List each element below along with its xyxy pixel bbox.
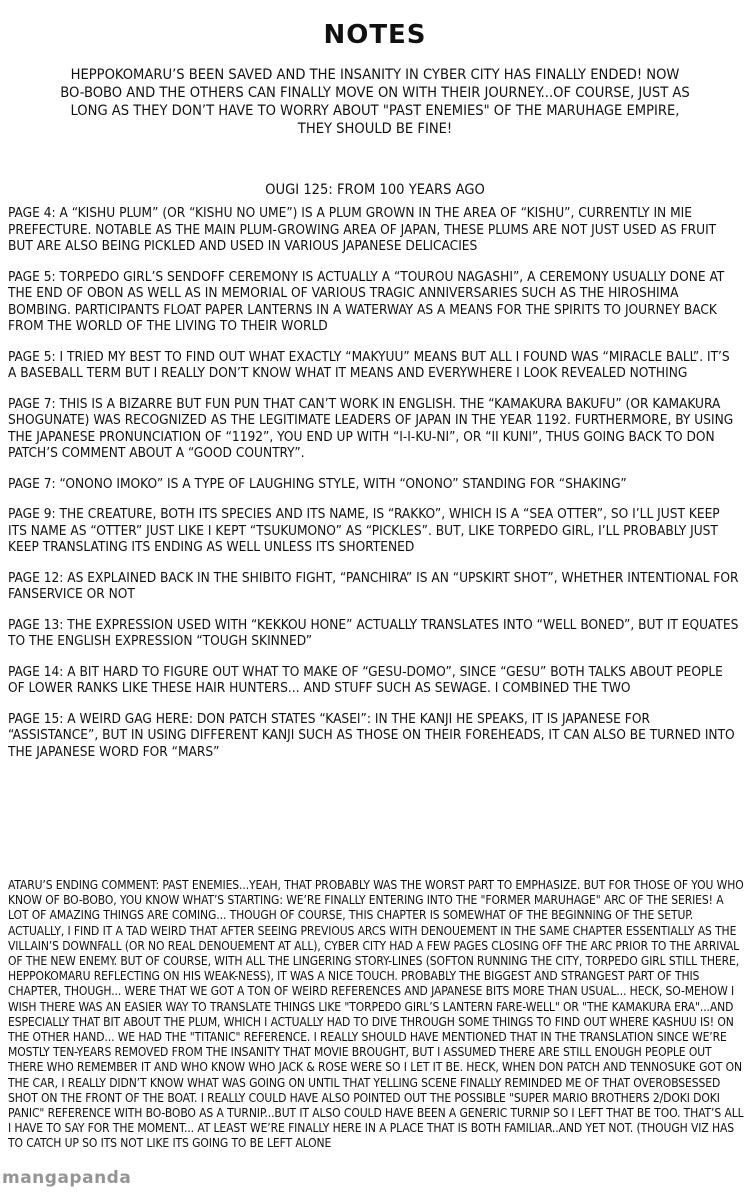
note-item: PAGE 9: THE CREATURE, BOTH ITS SPECIES AND ITS NAME, IS “RAKKO”, WHICH IS A “SEA OTTER”, SO I’LL JUST KEEP ITS NAME AS “OTTER” JUST LIKE I KEPT “TSUKUMONO” AS “PICKLES”. BUT, LIKE TORPEDO GIRL, I’LL PROBABLY JUST KEEP TRANSLATING ITS ENDING AS WELL UNLESS ITS SHORTENED xyxy=(8,506,720,555)
watermark-logo: mangapanda xyxy=(2,1168,132,1188)
note-item: PAGE 5: I TRIED MY BEST TO FIND OUT WHAT EXACTLY “MAKYUU” MEANS BUT ALL I FOUND WAS “MIRACLE BALL”. IT’S A BASEBALL TERM BUT I REALLY DON’T KNOW WHAT IT MEANS AND EVERYWHERE I LOOK REVEALED NOTHING xyxy=(8,348,730,381)
notes-list xyxy=(8,205,740,774)
note-item: PAGE 4: A “KISHU PLUM” (OR “KISHU NO UME”) IS A PLUM GROWN IN THE AREA OF “KISHU”, CURRENTLY IN MIE PREFECTURE. NOTABLE AS THE MAIN PLUM-GROWING AREA OF JAPAN, THESE PLUMS ARE NOT JUST USED AS FRUIT BUT ARE ALSO BEING PICKLED AND USED IN VARIOUS JAPANESE DELICACIES xyxy=(8,205,717,254)
note-item: PAGE 14: A BIT HARD TO FIGURE OUT WHAT TO MAKE OF “GESU-DOMO”, SINCE “GESU” BOTH TALKS ABOUT PEOPLE OF LOWER RANKS LIKE THESE HAIR HUNTERS... AND STUFF SUCH AS SEWAGE. I COMBINED THE TWO xyxy=(8,663,723,696)
intro-paragraph: HEPPOKOMARU’S BEEN SAVED AND THE INSANITY IN CYBER CITY HAS FINALLY ENDED! NOW BO-BOBO AND THE OTHERS CAN FINALLY MOVE ON WITH THEIR JOURNEY...OF COURSE, JUST AS LONG AS THEY DON’T HAVE TO WORRY ABOUT "PAST ENEMIES" OF THE MARUHAGE EMPIRE, THEY SHOULD BE FINE! xyxy=(60,66,690,137)
chapter-heading: OUGI 125: FROM 100 YEARS AGO xyxy=(265,181,485,198)
note-item: PAGE 15: A WEIRD GAG HERE: DON PATCH STATES “KASEI”: IN THE KANJI HE SPEAKS, IT IS JAPANESE FOR “ASSISTANCE”, BUT IN USING DIFFERENT KANJI SUCH AS THOSE ON THEIR FOREHEADS, IT CAN ALSO BE TURNED INTO THE JAPANESE WORD FOR “MARS” xyxy=(8,710,735,760)
note-item: PAGE 7: “ONONO IMOKO” IS A TYPE OF LAUGHING STYLE, WITH “ONONO” STANDING FOR “SHAKING” xyxy=(8,475,627,492)
ending-comment: ATARU’S ENDING COMMENT: PAST ENEMIES...YEAH, THAT PROBABLY WAS THE WORST PART TO EMPHASIZE. BUT FOR THOSE OF YOU WHO KNOW OF BO-BOBO, YOU KNOW WHAT’S STARTING: WE’RE FINALLY ENTERING INTO THE "FORMER MARUHAGE" ARC OF THE SERIES! A LOT OF AMAZING THINGS ARE COMING... THOUGH OF COURSE, THIS CHAPTER IS SOMEWHAT OF THE BEGINNING OF THE SETUP. ACTUALLY, I FIND IT A TAD WEIRD THAT AFTER SEEING PREVIOUS ARCS WITH DENOUEMENT IN THE SAME CHAPTER ESSENTIALLY AS THE VILLAIN’S DOWNFALL (OR NO REAL DENOUEMENT AT ALL), CYBER CITY HAD A FEW PAGES CLOSING OFF THE ARC PRIOR TO THE ARRIVAL OF THE NEW ENEMY. BUT OF COURSE, WITH ALL THE LINGERING STORY-LINES (SOFTON RUNNING THE CITY, TORPEDO GIRL STILL THERE, HEPPOKOMARU REFLECTING ON HIS WEAK-NESS), IT WAS A NICE TOUCH. PROBABLY THE BIGGEST AND STRANGEST PART OF THIS CHAPTER, THOUGH... WERE THAT WE GOT A TON OF WEIRD REFERENCES AND JAPANESE BITS MORE THAN USUAL... HECK, SO-MEHOW I WISH THERE WAS AN EASIER WAY TO TRANSLATE THINGS LIKE "TORPEDO GIRL’S LANTERN FARE-WELL" OR "THE KAMAKURA ERA"...AND ESPECIALLY THAT BIT ABOUT THE PLUM, WHICH I ACTUALLY HAD TO DIVE THROUGH SOME THINGS TO FIND OUT WHERE KASHUU IS! ON THE OTHER HAND... WE HAD THE "TITANIC" REFERENCE. I REALLY SHOULD HAVE MENTIONED THAT IN THE TRANSLATION SINCE WE’RE MOSTLY TEN-YEARS REMOVED FROM THE INSANITY THAT MOVIE BROUGHT, BUT I ASSUMED THERE ARE STILL ENOUGH PEOPLE OUT THERE WHO REMEMBER IT AND WHO KNOW WHO JACK & ROSE WERE SO I LET IT BE. HECK, WHEN DON PATCH AND TENNOSUKE GOT ON THE CAR, I REALLY DIDN’T KNOW WHAT WAS GOING ON UNTIL THAT YELLING SCENE FINALLY REMINDED ME OF THAT OVEROBSESSED SHOT ON THE FRONT OF THE BOAT. I REALLY COULD HAVE ALSO POINTED OUT THE POSSIBLE "SUPER MARIO BROTHERS 2/DOKI DOKI PANIC" REFERENCE WITH BO-BOBO AS A TURNIP...BUT IT ALSO COULD HAVE BEEN A GENERIC TURNIP SO I LEFT THAT BE TOO. THAT’S ALL I HAVE TO SAY FOR THE MOMENT... AT LEAST WE’RE FINALLY HERE IN A PLACE THAT IS BOTH FAMILIAR..AND YET NOT. (THOUGH VIZ HAS TO CATCH UP SO ITS NOT LIKE ITS GOING TO BE LEFT ALONE xyxy=(8,878,744,1151)
note-item: PAGE 5: TORPEDO GIRL’S SENDOFF CEREMONY IS ACTUALLY A “TOUROU NAGASHI”, A CEREMONY USUALLY DONE AT THE END OF OBON AS WELL AS IN MEMORIAL OF VARIOUS TRAGIC ANNIVERSARIES SUCH AS THE HIROSHIMA BOMBING. PARTICIPANTS FLOAT PAPER LANTERNS IN A WATERWAY AS A MEANS FOR THE SPIRITS TO JOURNEY BACK FROM THE WORLD OF THE LIVING TO THEIR WORLD xyxy=(8,268,725,334)
page-title: NOTES xyxy=(323,20,427,50)
note-item: PAGE 13: THE EXPRESSION USED WITH “KEKKOU HONE” ACTUALLY TRANSLATES INTO “WELL BONED”, BUT IT EQUATES TO THE ENGLISH EXPRESSION “TOUGH SKINNED” xyxy=(8,616,739,649)
note-item: PAGE 12: AS EXPLAINED BACK IN THE SHIBITO FIGHT, “PANCHIRA” IS AN “UPSKIRT SHOT”, WHETHER INTENTIONAL FOR FANSERVICE OR NOT xyxy=(8,569,739,602)
note-item: PAGE 7: THIS IS A BIZARRE BUT FUN PUN THAT CAN’T WORK IN ENGLISH. THE “KAMAKURA BAKUFU” (OR KAMAKURA SHOGUNATE) WAS RECOGNIZED AS THE LEGITIMATE LEADERS OF JAPAN IN THE YEAR 1192. FURTHERMORE, BY USING THE JAPANESE PRONUNCIATION OF “1192”, YOU END UP WITH “I-I-KU-NI”, OR “II KUNI”, THUS GOING BACK TO DON PATCH’S COMMENT ABOUT A “GOOD COUNTRY”. xyxy=(8,395,734,461)
